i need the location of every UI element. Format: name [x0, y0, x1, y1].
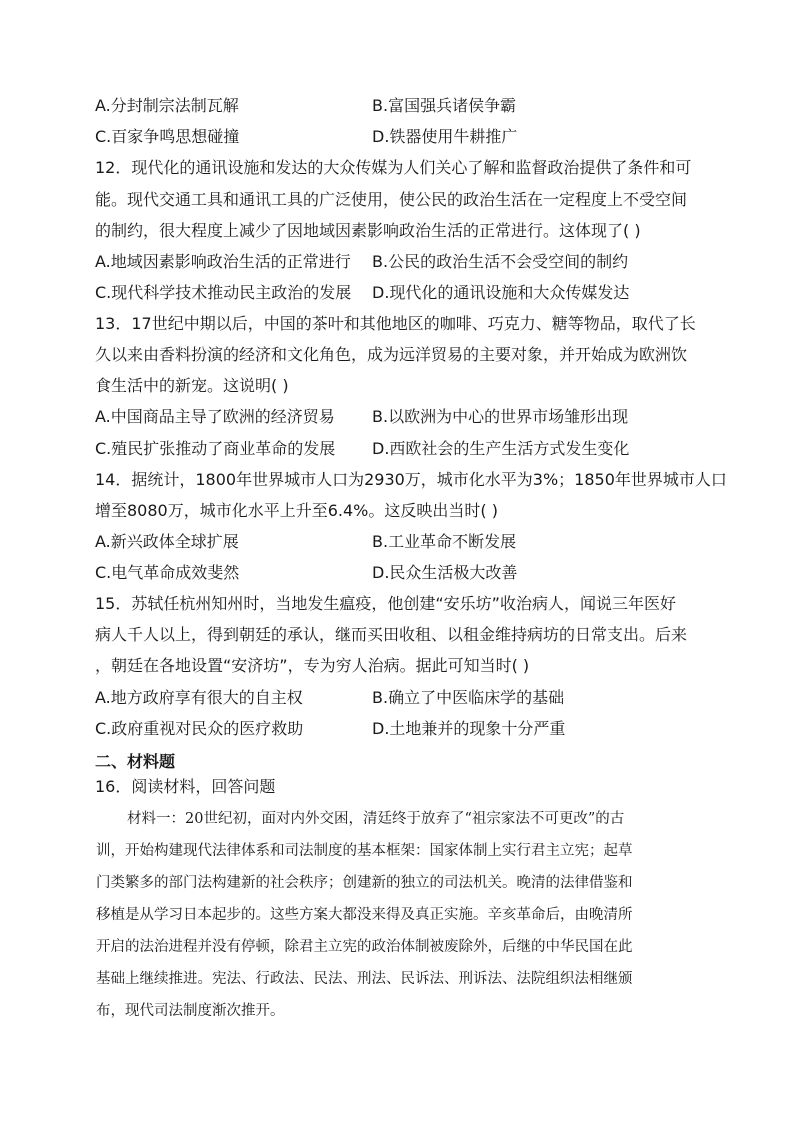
q15-option-d: D.土地兼并的现象十分严重: [372, 719, 566, 738]
q11-option-a: A.分封制宗法制瓦解: [95, 96, 239, 115]
material-line-4: 移植是从学习日本起步的。这些方案大都没来得及真正实施。辛亥革命后，由晚清所: [96, 907, 633, 923]
material-line-3: 门类繁多的部门法构建新的社会秩序；创建新的独立的司法机关。晚清的法律借鉴和: [96, 875, 633, 891]
q13-option-b: B.以欧洲为中心的世界市场雏形出现: [372, 407, 629, 426]
q14-option-c: C.电气革命成效斐然: [95, 563, 240, 582]
material-line-6: 基础上继续推进。宪法、行政法、民法、刑法、民诉法、刑诉法、法院组织法相继颁: [96, 971, 633, 987]
q15-option-b: B.确立了中医临床学的基础: [372, 688, 565, 707]
q15-stem-line-2: 病人千人以上，得到朝廷的承认，继而买田收租、以租金维持病坊的日常支出。后来: [95, 625, 688, 644]
q11-option-d: D.铁器使用牛耕推广: [372, 127, 518, 146]
q15-stem-line-1: 15．苏轼任杭州知州时，当地发生瘟疫，他创建“安乐坊”收治病人，闻说三年医好: [95, 594, 676, 613]
q14-stem-line-1: 14．据统计，1800年世界城市人口为2930万，城市化水平为3%；1850年世界城市人口: [95, 470, 727, 489]
q14-option-a: A.新兴政体全球扩展: [95, 532, 239, 551]
q15-option-c: C.政府重视对民众的医疗救助: [95, 719, 304, 738]
material-line-2: 训，开始构建现代法律体系和司法制度的基本框架：国家体制上实行君主立宪；起草: [96, 843, 633, 859]
q15-stem-line-3: ，朝廷在各地设置“安济坊”，专为穷人治病。据此可知当时( ): [95, 656, 530, 675]
q14-option-d: D.民众生活极大改善: [372, 563, 518, 582]
material-line-1: 材料一：20世纪初，面对内外交困，清廷终于放弃了“祖宗家法不可更改”的古: [127, 811, 625, 827]
q13-stem-line-3: 食生活中的新宠。这说明( ): [95, 376, 289, 395]
q13-option-d: D.西欧社会的生产生活方式发生变化: [372, 439, 630, 458]
q12-option-b: B.公民的政治生活不会受空间的制约: [372, 252, 629, 271]
q13-stem-line-1: 13．17世纪中期以后，中国的茶叶和其他地区的咖啡、巧克力、糖等物品，取代了长: [95, 314, 696, 333]
q12-stem-line-1: 12．现代化的通讯设施和发达的大众传媒为人们关心了解和监督政治提供了条件和可: [95, 158, 692, 177]
q13-stem-line-2: 久以来由香料扮演的经济和文化角色，成为远洋贸易的主要对象，并开始成为欧洲饮: [95, 345, 688, 364]
q11-option-b: B.富国强兵诸侯争霸: [372, 96, 517, 115]
q13-option-c: C.殖民扩张推动了商业革命的发展: [95, 439, 336, 458]
q12-option-a: A.地域因素影响政治生活的正常进行: [95, 252, 351, 271]
q12-stem-line-2: 能。现代交通工具和通讯工具的广泛使用，使公民的政治生活在一定程度上不受空间: [95, 190, 688, 209]
q13-option-a: A.中国商品主导了欧洲的经济贸易: [95, 407, 335, 426]
material-line-7: 布，现代司法制度渐次推开。: [96, 1003, 285, 1019]
q11-option-c: C.百家争鸣思想碰撞: [95, 127, 240, 146]
q15-option-a: A.地方政府享有很大的自主权: [95, 688, 303, 707]
q16-stem: 16．阅读材料，回答问题: [95, 777, 276, 796]
section-heading: 二、材料题: [95, 752, 176, 771]
q12-stem-line-3: 的制约，很大程度上减少了因地域因素影响政治生活的正常进行。这体现了( ): [95, 221, 641, 240]
q14-stem-line-2: 增至8080万，城市化水平上升至6.4%。这反映出当时( ): [95, 501, 498, 520]
q14-option-b: B.工业革命不断发展: [372, 532, 517, 551]
material-line-5: 开启的法治进程并没有停顿，除君主立宪的政治体制被废除外，后继的中华民国在此: [96, 939, 633, 955]
q12-option-d: D.现代化的通讯设施和大众传媒发达: [372, 283, 630, 302]
q12-option-c: C.现代科学技术推动民主政治的发展: [95, 283, 352, 302]
